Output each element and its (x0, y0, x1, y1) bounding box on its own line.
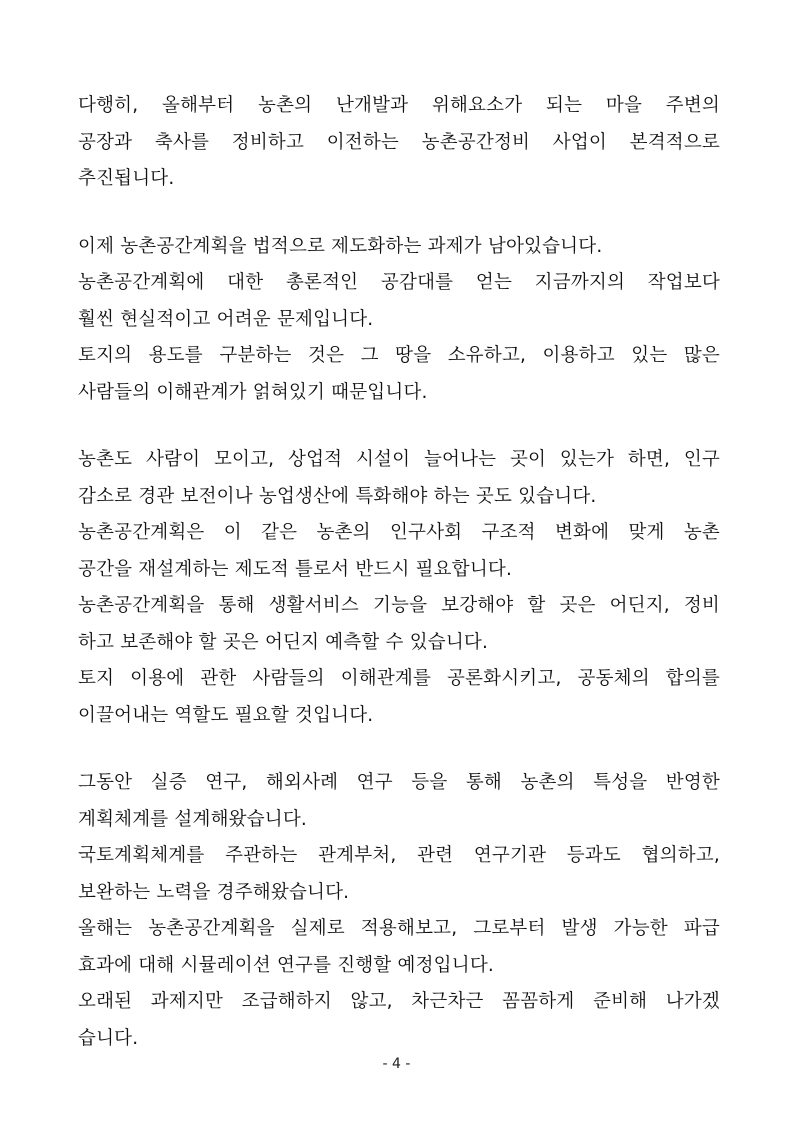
text-line: 습니다. (78, 1027, 139, 1049)
text-line: 하고 보존해야 할 곳은 어딘지 예측할 수 있습니다. (78, 631, 489, 653)
text-line: 농촌공간계획은 이 같은 농촌의 인구사회 구조적 변화에 맞게 농촌 (78, 522, 720, 543)
text-line: 농촌공간계획을 통해 생활서비스 기능을 보강해야 할 곳은 어딘지, 정비 (78, 595, 720, 616)
text-line: 훨씬 현실적이고 어려운 문제입니다. (78, 308, 374, 330)
text-line: 이끌어내는 역할도 필요할 것입니다. (78, 704, 374, 726)
text-line: 토지의 용도를 구분하는 것은 그 땅을 소유하고, 이용하고 있는 많은 (78, 345, 720, 366)
text-line: 감소로 경관 보전이나 농업생산에 특화해야 하는 곳도 있습니다. (78, 485, 597, 507)
text-line: 이제 농촌공간계획을 법적으로 제도화하는 과제가 남아있습니다. (78, 235, 603, 257)
text-line: 계획체계를 설계해왔습니다. (78, 808, 308, 830)
text-line: 올해는 농촌공간계획을 실제로 적용해보고, 그로부터 발생 가능한 파급 (78, 918, 720, 939)
page-number: - 4 - (382, 1056, 411, 1072)
text-line: 토지 이용에 관한 사람들의 이해관계를 공론화시키고, 공동체의 합의를 (78, 668, 720, 689)
text-line: 효과에 대해 시뮬레이션 연구를 진행할 예정입니다. (78, 954, 494, 976)
text-line: 국토계획체계를 주관하는 관계부처, 관련 연구기관 등과도 협의하고, (78, 845, 720, 866)
text-line: 농촌도 사람이 모이고, 상업적 시설이 늘어나는 곳이 있는가 하면, 인구 (78, 449, 720, 470)
text-line: 공간을 재설계하는 제도적 틀로서 반드시 필요합니다. (78, 558, 513, 580)
text-line: 농촌공간계획에 대한 총론적인 공감대를 얻는 지금까지의 작업보다 (78, 272, 720, 293)
text-line: 그동안 실증 연구, 해외사례 연구 등을 통해 농촌의 특성을 반영한 (78, 772, 720, 793)
paragraph (78, 88, 720, 198)
paragraph (78, 765, 720, 1057)
text-line: 공장과 축사를 정비하고 이전하는 농촌공간정비 사업이 본격적으로 (78, 131, 720, 153)
text-line: 추진됩니다. (78, 168, 175, 189)
paragraph (78, 229, 720, 412)
text-line: 다행히, 올해부터 농촌의 난개발과 위해요소가 되는 마을 주변의 (78, 95, 720, 116)
text-line: 오래된 과제지만 조급해하지 않고, 차근차근 꼼꼼하게 준비해 나가겠 (78, 991, 720, 1012)
text-line: 사람들의 이해관계가 얽혀있기 때문입니다. (78, 381, 428, 403)
text-line: 보완하는 노력을 경주해왔습니다. (78, 881, 350, 903)
paragraph (78, 442, 720, 734)
document-body (78, 88, 720, 1088)
